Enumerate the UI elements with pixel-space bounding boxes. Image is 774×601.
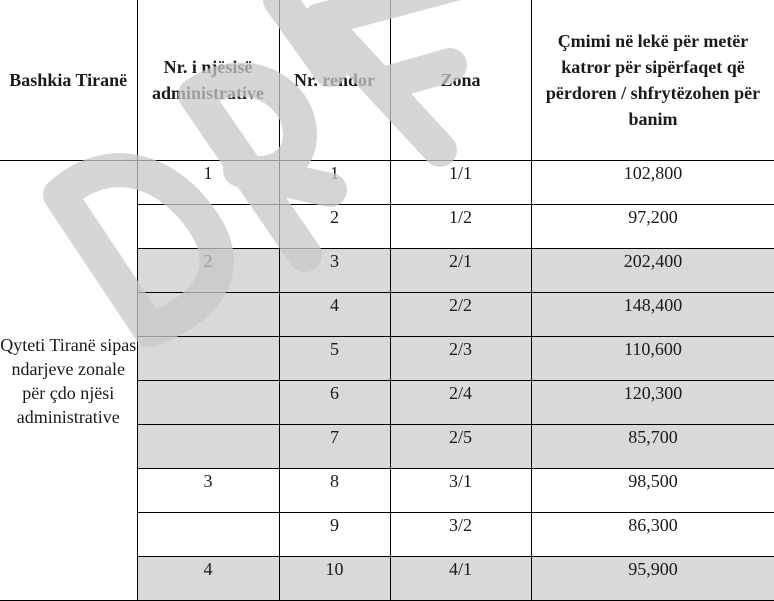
serial-cell: 8 <box>279 469 390 513</box>
serial-cell: 5 <box>279 337 390 381</box>
price-cell: 85,700 <box>531 425 774 469</box>
region-label: Qyteti Tiranë sipas ndarjeve zonale për çdo njësi administrative <box>0 161 137 601</box>
unit-cell <box>137 381 279 425</box>
zone-cell: 3/2 <box>390 513 531 557</box>
zone-cell: 2/1 <box>390 249 531 293</box>
zone-cell: 2/5 <box>390 425 531 469</box>
unit-cell <box>137 337 279 381</box>
table-row <box>0 161 774 205</box>
price-cell: 202,400 <box>531 249 774 293</box>
serial-cell: 2 <box>279 205 390 249</box>
serial-cell: 4 <box>279 293 390 337</box>
header-municipality: Bashkia Tiranë <box>0 0 137 161</box>
unit-cell <box>137 513 279 557</box>
zone-cell: 2/3 <box>390 337 531 381</box>
unit-cell <box>137 425 279 469</box>
serial-cell: 3 <box>279 249 390 293</box>
unit-cell: 2 <box>137 249 279 293</box>
serial-cell: 10 <box>279 557 390 601</box>
unit-cell: 1 <box>137 161 279 205</box>
zone-cell: 1/1 <box>390 161 531 205</box>
price-cell: 110,600 <box>531 337 774 381</box>
price-cell: 102,800 <box>531 161 774 205</box>
header-serial-number: Nr. rendor <box>279 0 390 161</box>
unit-cell <box>137 293 279 337</box>
price-cell: 98,500 <box>531 469 774 513</box>
unit-cell: 3 <box>137 469 279 513</box>
zone-cell: 3/1 <box>390 469 531 513</box>
price-cell: 97,200 <box>531 205 774 249</box>
zone-cell: 1/2 <box>390 205 531 249</box>
header-zone: Zona <box>390 0 531 161</box>
price-cell: 120,300 <box>531 381 774 425</box>
unit-cell <box>137 205 279 249</box>
header-admin-unit: Nr. i njësisë administrative <box>137 0 279 161</box>
price-cell: 86,300 <box>531 513 774 557</box>
price-cell: 148,400 <box>531 293 774 337</box>
serial-cell: 9 <box>279 513 390 557</box>
price-cell: 95,900 <box>531 557 774 601</box>
unit-cell: 4 <box>137 557 279 601</box>
header-price: Çmimi në lekë për metër katror për sipërfaqet që përdoren / shfrytëzohen për banim <box>531 0 774 161</box>
serial-cell: 6 <box>279 381 390 425</box>
zone-cell: 2/2 <box>390 293 531 337</box>
zone-cell: 4/1 <box>390 557 531 601</box>
header-row <box>0 0 774 161</box>
zone-cell: 2/4 <box>390 381 531 425</box>
serial-cell: 7 <box>279 425 390 469</box>
serial-cell: 1 <box>279 161 390 205</box>
